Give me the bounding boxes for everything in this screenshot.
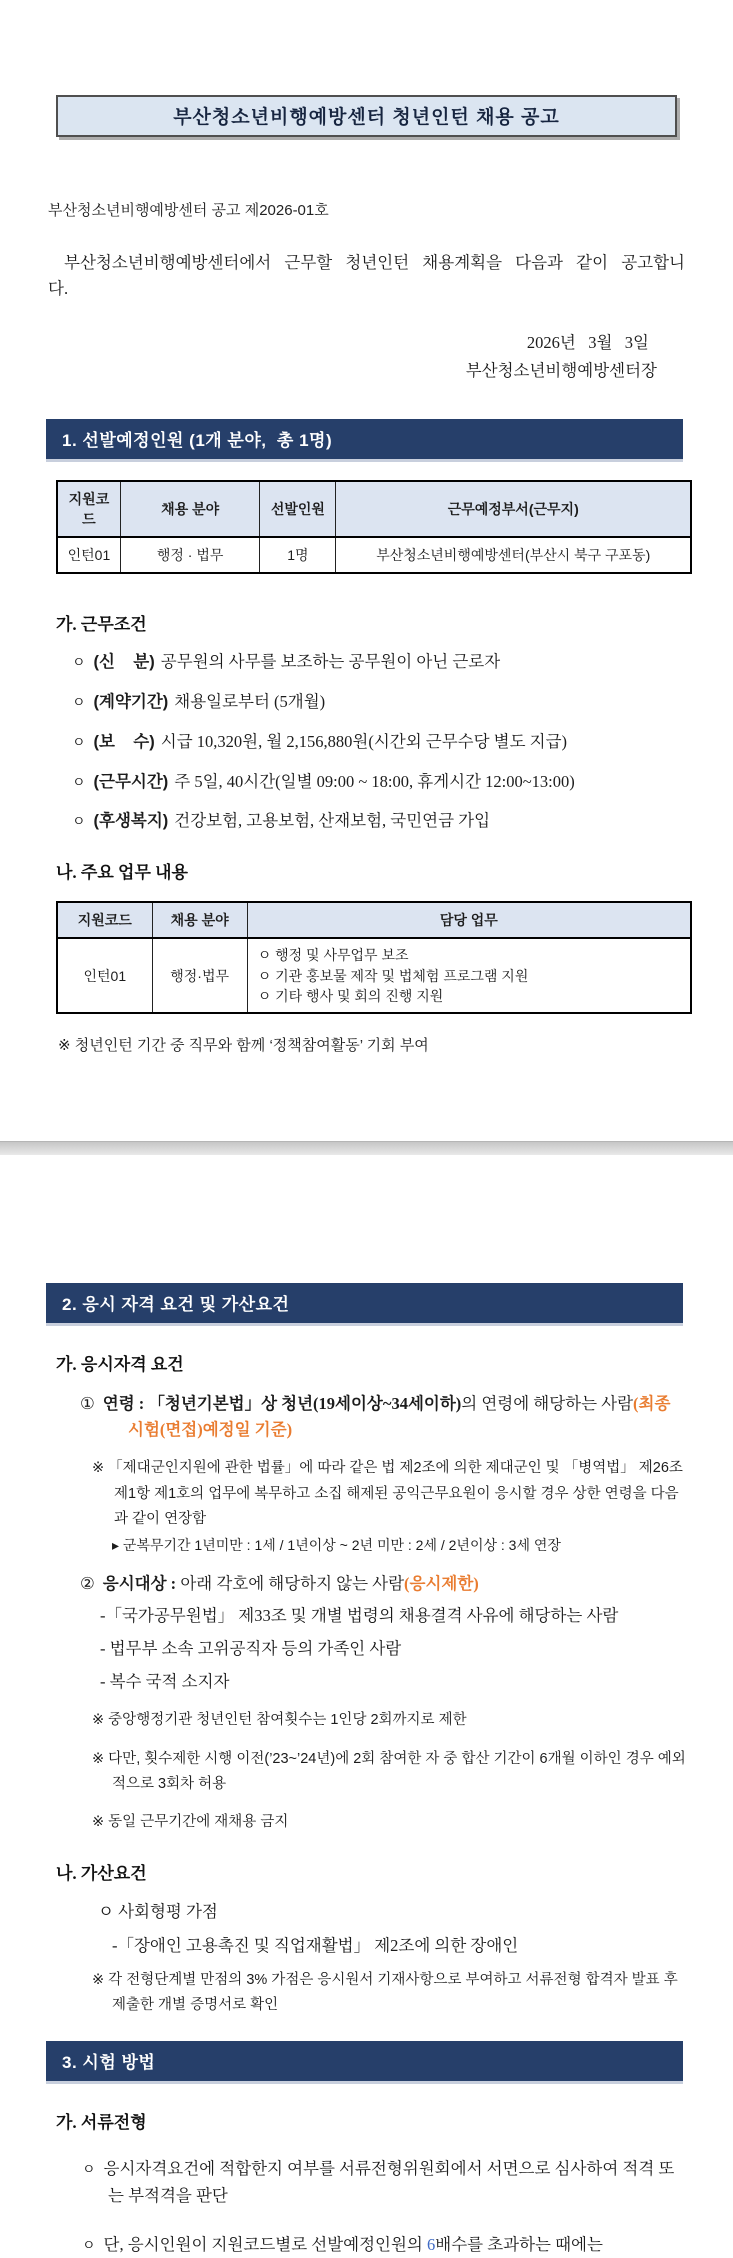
policy-participation-note: ※ 청년인턴 기간 중 직무와 함께 ‘정책참여활동’ 기회 부여 bbox=[58, 1037, 429, 1055]
selection-table-row bbox=[57, 537, 691, 573]
age-law-text: 「청년기본법」상 청년(19세이상~34세이하) bbox=[148, 1394, 462, 1414]
cell-code: 인턴01 bbox=[57, 938, 152, 1013]
section1-heading-bar bbox=[46, 419, 683, 462]
circle-bullet-icon: ㅇ bbox=[72, 815, 86, 831]
task-line: ㅇ 행정 및 사무업무 보조 bbox=[257, 947, 409, 964]
participation-limit-note: ※ 중앙행정기관 청년인턴 참여횟수는 1인당 2회까지로 제한 bbox=[92, 1712, 467, 1729]
target-label: 응시대상 : bbox=[102, 1573, 181, 1593]
selection-table bbox=[56, 480, 692, 574]
condition-label: (보 수) bbox=[93, 732, 155, 751]
duties-heading: 나. 주요 업무 내용 bbox=[56, 863, 188, 883]
circle-bullet-icon: ㅇ bbox=[72, 655, 86, 671]
page-break-separator bbox=[0, 1141, 733, 1155]
duties-table-row bbox=[57, 938, 691, 1013]
condition-welfare bbox=[72, 809, 687, 834]
age-requirement bbox=[46, 1391, 687, 1442]
age-deadline-note: (최종 시험(면접)예정일 기준) bbox=[128, 1394, 671, 1439]
section2-heading: 2. 응시 자격 요건 및 가산요건 bbox=[62, 1295, 290, 1315]
item-number: ① bbox=[80, 1394, 95, 1414]
condition-label: (근무시간) bbox=[93, 772, 169, 791]
condition-text: 공무원의 사무를 보조하는 공무원이 아닌 근로자 bbox=[160, 651, 501, 671]
col-header-code: 지원코드 bbox=[57, 481, 120, 537]
doc-number: 부산청소년비행예방센터 공고 제2026-01호 bbox=[48, 202, 329, 219]
bonus-heading: 나. 가산요건 bbox=[56, 1863, 147, 1883]
col-header-department: 근무예정부서(근무지) bbox=[336, 481, 691, 537]
condition-text: 시급 10,320원, 월 2,156,880원(시간외 근무수당 별도 지급) bbox=[160, 731, 568, 751]
section3-heading-bar bbox=[46, 2041, 683, 2084]
duties-table-header-row bbox=[57, 902, 691, 938]
target-restriction-note: (응시제한) bbox=[404, 1573, 479, 1593]
military-extension-detail: ▸ 군복무기간 1년미만 : 1세 / 1년이상 ~ 2년 미만 : 2세 / 2년이상 : 3세 연장 bbox=[112, 1536, 561, 1553]
cell-count: 1명 bbox=[260, 537, 336, 573]
cell-tasks bbox=[247, 938, 691, 1013]
screening-text: 응시자격요건에 적합한지 여부를 서류전형위원회에서 서면으로 심사하여 적격 또는 부적격을 판단 bbox=[103, 2158, 675, 2205]
military-service-note: ※ 「제대군인지원에 관한 법률」에 따라 같은 법 제2조에 의한 제대군인 및 「병역법」 제26조 제1항 제1호의 업무에 복무하고 소집 해제된 공익근무요원이 응시할 경우 상한 연령을 다음과 같이 연장함 bbox=[92, 1460, 683, 1528]
circle-bullet-icon: ㅇ bbox=[82, 2239, 96, 2255]
participation-limit-note: ※ 다만, 횟수제한 시행 이전(’23~’24년)에 2회 참여한 자 중 합산 기간이 6개월 이하인 경우 예외적으로 3회차 허용 bbox=[92, 1750, 686, 1792]
document-screening-heading: 가. 서류전형 bbox=[56, 2112, 147, 2132]
section3-heading: 3. 시험 방법 bbox=[62, 2052, 156, 2072]
circle-bullet-icon: ㅇ bbox=[72, 775, 86, 791]
cell-field: 행정·법무 bbox=[152, 938, 247, 1013]
condition-status bbox=[72, 650, 687, 675]
work-conditions-heading: 가. 근무조건 bbox=[56, 614, 147, 634]
document-page bbox=[0, 95, 733, 2258]
screening-method-item bbox=[46, 2155, 687, 2209]
target-normal-text: 아래 각호에 해당하지 않는 사람 bbox=[180, 1573, 405, 1593]
circle-bullet-icon: ㅇ bbox=[72, 735, 86, 751]
multiplier-post-text: 배수를 초과하는 때에는 bbox=[435, 2235, 603, 2255]
document-title: 부산청소년비행예방센터 청년인턴 채용 공고 bbox=[173, 107, 560, 128]
selection-table-header-row bbox=[57, 481, 691, 537]
section1-heading: 1. 선발예정인원 (1개 분야, 총 1명) bbox=[62, 430, 333, 450]
cell-code: 인턴01 bbox=[57, 537, 120, 573]
document-title-box bbox=[56, 95, 677, 137]
circle-bullet-icon: ㅇ bbox=[82, 2162, 96, 2178]
participation-limit-note: ※ 동일 근무기간에 재채용 금지 bbox=[92, 1814, 289, 1831]
condition-label: (신 분) bbox=[93, 652, 155, 671]
col-header-count: 선발인원 bbox=[260, 481, 336, 537]
section2-heading-bar bbox=[46, 1283, 683, 1326]
exclusion-item: -「국가공무원법」 제33조 및 개별 법령의 채용결격 사유에 해당하는 사람 bbox=[100, 1606, 619, 1626]
multiplier-pre-text: 단, 응시인원이 지원코드별로 선발예정인원의 bbox=[103, 2235, 427, 2255]
condition-label: (후생복지) bbox=[93, 812, 169, 831]
condition-label: (계약기간) bbox=[93, 692, 169, 711]
condition-text: 건강보험, 고용보험, 산재보험, 국민연금 가입 bbox=[174, 811, 491, 831]
condition-text: 주 5일, 40시간(일별 09:00 ~ 18:00, 휴게시간 12:00~13:00) bbox=[174, 771, 575, 791]
screening-multiplier-item bbox=[46, 2231, 687, 2258]
eligibility-heading: 가. 응시자격 요건 bbox=[56, 1355, 184, 1375]
item-number: ② bbox=[80, 1573, 95, 1593]
task-line: ㅇ 기타 행사 및 회의 진행 지원 bbox=[257, 987, 444, 1004]
exclusion-item: - 복수 국적 소지자 bbox=[100, 1671, 230, 1691]
multiplier-number: 6 bbox=[427, 2235, 436, 2255]
announcer-title: 부산청소년비행예방센터장 bbox=[465, 360, 657, 380]
disability-bonus-detail: -「장애인 고용촉진 및 직업재활법」 제2조에 의한 장애인 bbox=[112, 1935, 519, 1955]
condition-text: 채용일로부터 (5개월) bbox=[174, 691, 326, 711]
intro-paragraph: 부산청소년비행예방센터에서 근무할 청년인턴 채용계획을 다음과 같이 공고합니다. bbox=[48, 253, 685, 299]
cell-field: 행정 · 법무 bbox=[120, 537, 259, 573]
duties-table bbox=[56, 901, 692, 1014]
cell-department: 부산청소년비행예방센터(부산시 북구 구포동) bbox=[336, 537, 691, 573]
col-header-field: 채용 분야 bbox=[120, 481, 259, 537]
circle-bullet-icon: ㅇ bbox=[72, 695, 86, 711]
task-line: ㅇ 기관 홍보물 제작 및 법체험 프로그램 지원 bbox=[257, 967, 529, 984]
col-header-field: 채용 분야 bbox=[152, 902, 247, 938]
announcement-date: 2026년 3월 3일 bbox=[526, 332, 649, 352]
age-label: 연령 : bbox=[102, 1394, 149, 1414]
condition-pay bbox=[72, 730, 687, 755]
bonus-verification-note: ※ 각 전형단계별 만점의 3% 가점은 응시원서 기재사항으로 부여하고 서류전형 합격자 발표 후 제출한 개별 증명서로 확인 bbox=[92, 1971, 678, 2014]
applicant-restriction bbox=[46, 1571, 687, 1597]
condition-contract-period bbox=[72, 690, 687, 715]
exclusion-item: - 법무부 소속 고위공직자 등의 가족인 사람 bbox=[100, 1638, 402, 1658]
condition-working-hours bbox=[72, 770, 687, 795]
col-header-code: 지원코드 bbox=[57, 902, 152, 938]
age-normal-text: 의 연령에 해당하는 사람 bbox=[461, 1394, 634, 1414]
col-header-tasks: 담당 업무 bbox=[247, 902, 691, 938]
social-equity-bonus: ㅇ 사회형평 가점 bbox=[98, 1901, 218, 1921]
